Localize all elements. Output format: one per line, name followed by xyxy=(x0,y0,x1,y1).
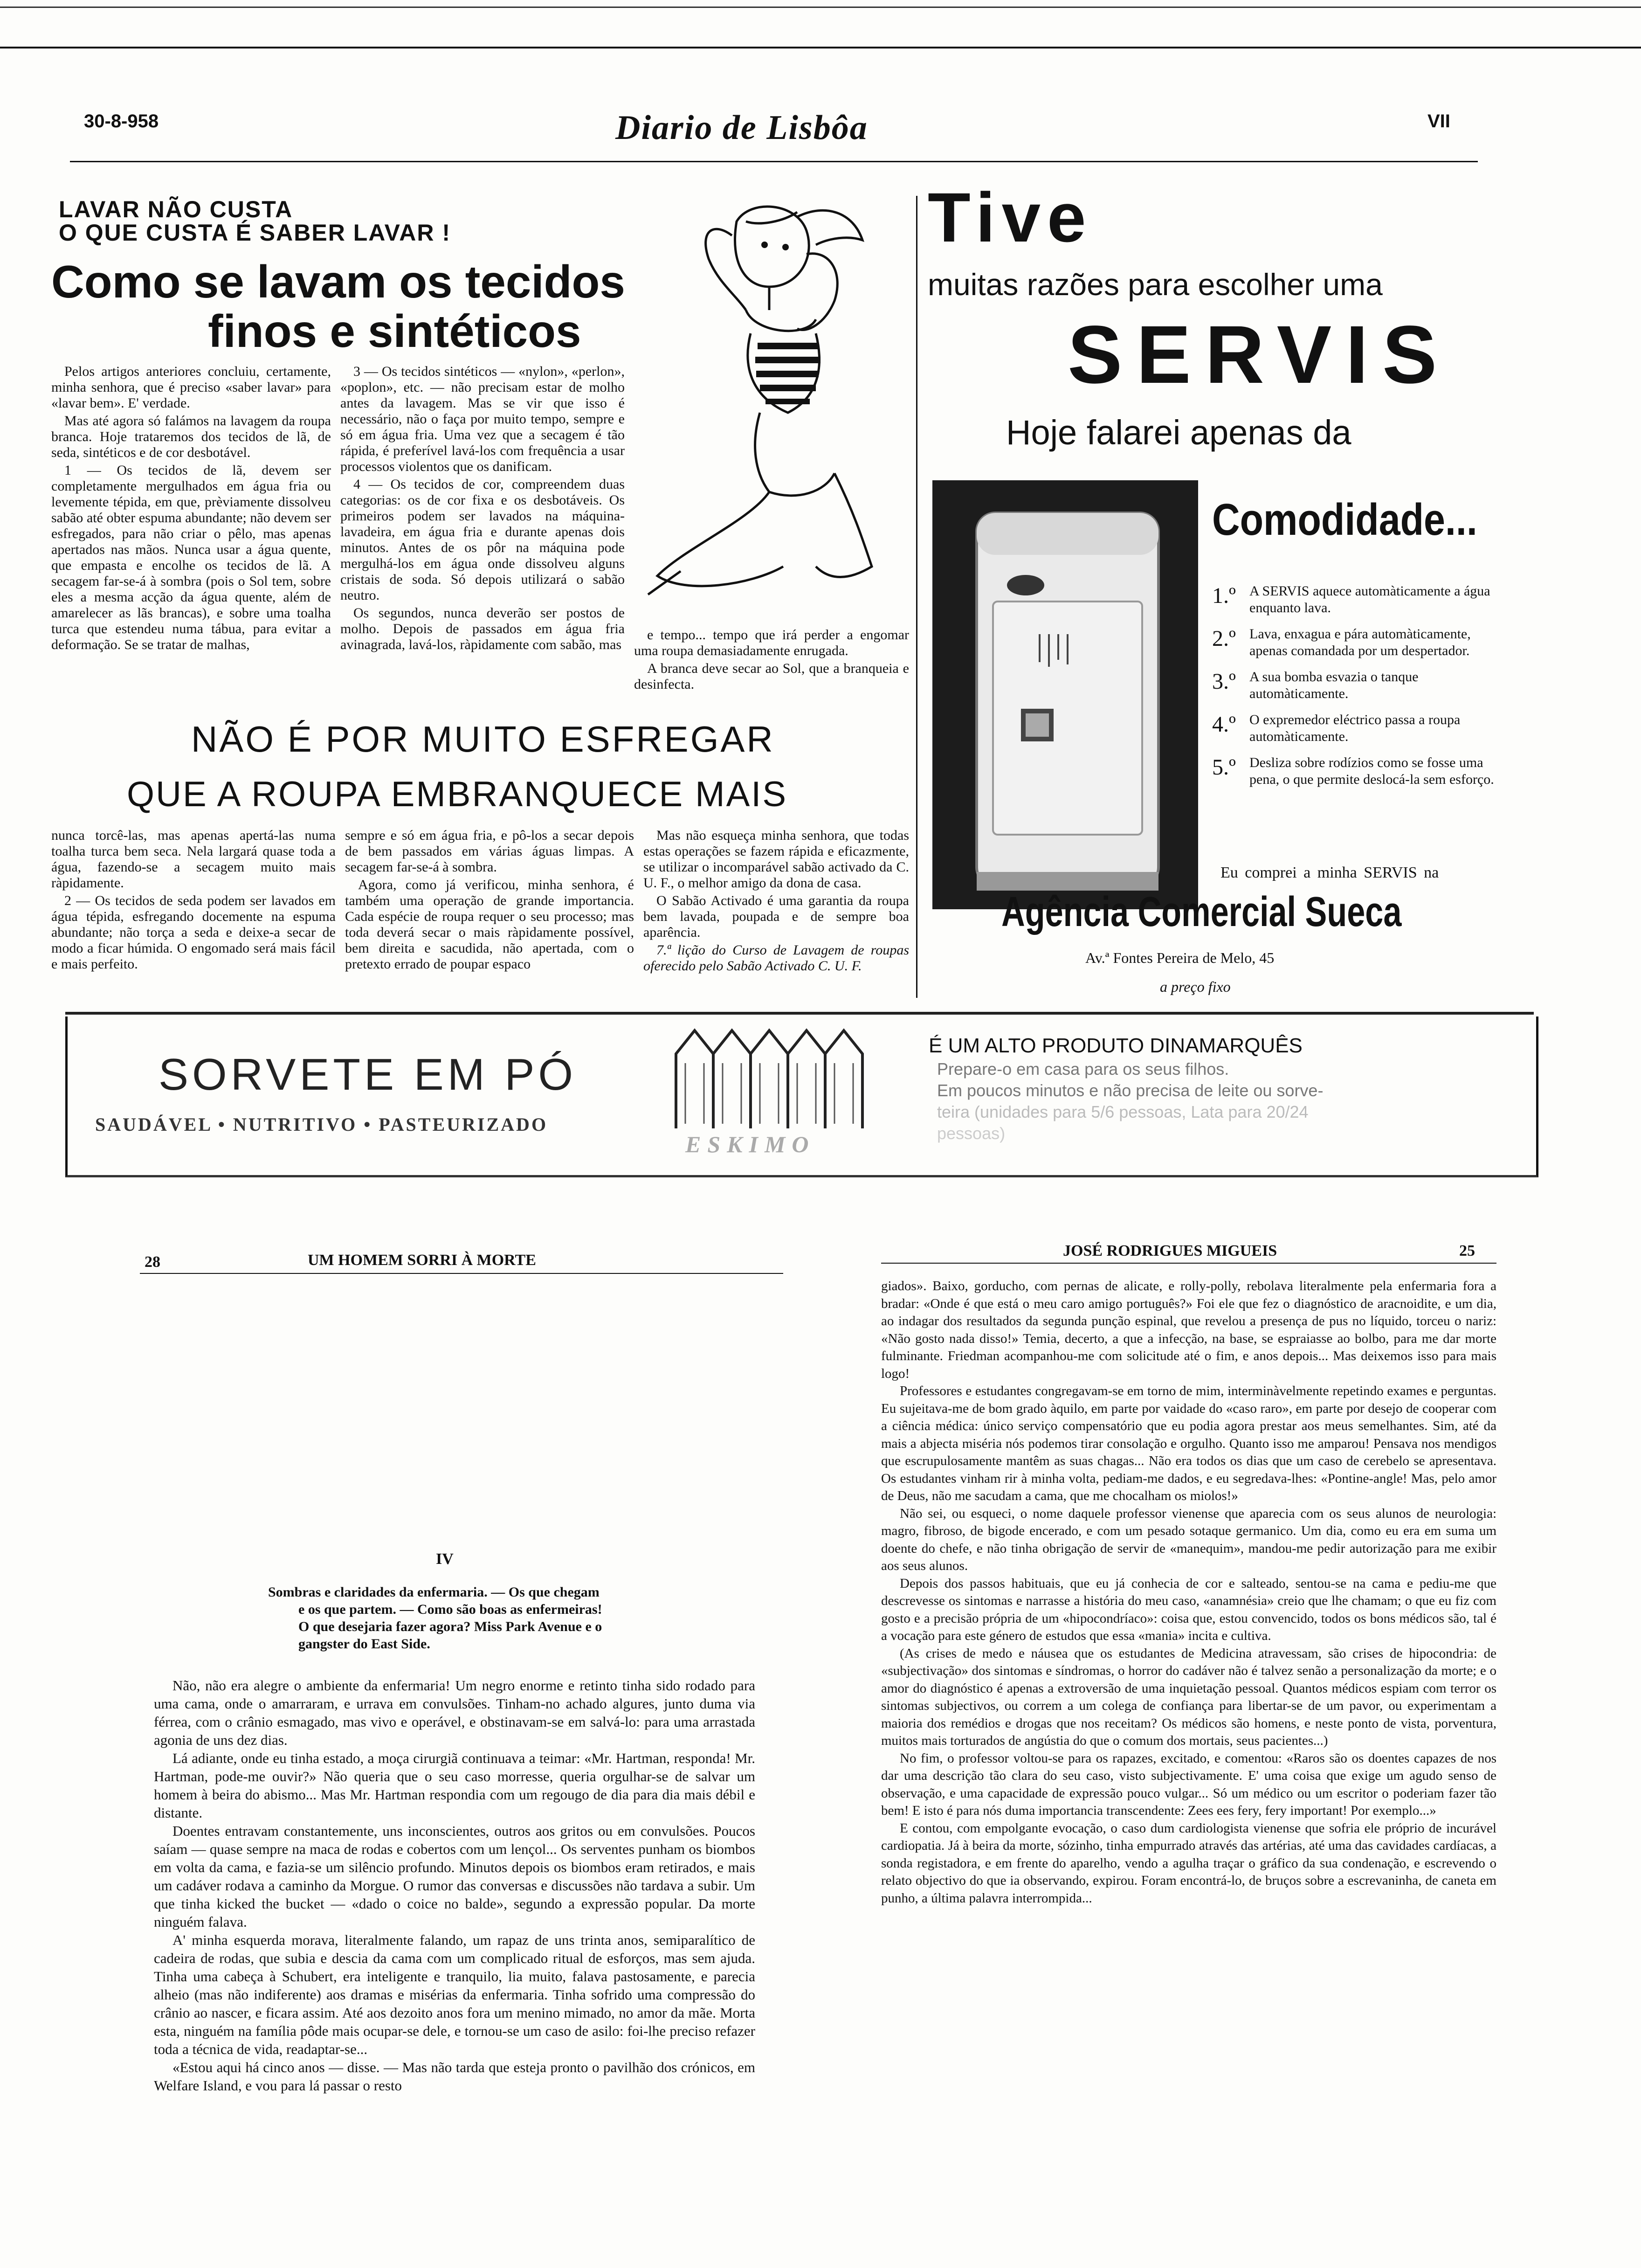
feature-text: Desliza sobre rodízios como se fosse uma pena, o que permite deslocá-la sem esforço. xyxy=(1249,755,1494,787)
feature-text: Lava, enxagua e pára automàticamente, apenas comandada por um despertador. xyxy=(1249,626,1471,658)
servis-feature-list xyxy=(1212,583,1496,797)
book-right-text xyxy=(881,1278,1496,1907)
article-paragraph: e tempo... tempo que irá perder a engomar uma roupa demasiadamente enrugada. xyxy=(634,627,909,658)
article-column-1 xyxy=(51,364,331,655)
article-paragraph: 3 — Os tecidos sintéticos — «nylon», «perlon», «poplon», etc. — não precisam estar de molho antes da lavagem. Mas se vir que isso é necessário, não o faça por muito tempo, sempre e só em água fria. Uma vez que a secagem é tão rápida, é preferível lavá-los com frequência a usar processos violentos que os danificam. xyxy=(340,364,625,474)
book-paragraph: E contou, com empolgante evocação, o caso dum cardiologista vienense que sofria ele próprio de incurável cardiopatia. Já à beira da morte, sózinho, tinha empurrado através das artérias, até uma das cavidades cardíacas, a sonda registadora, e em frente do aparelho, vendo a agulha traçar o gráfico da sua condenação, e escrevendo o relato objectivo do que ia observando, expirou. Foram encontrá-lo, de bruços sobre a escrevaninha, de caneta em punho, a última palavra interrompida... xyxy=(881,1820,1496,1906)
feature-number: 4.º xyxy=(1212,712,1236,737)
servis-closing: Eu comprei a minha SERVIS na xyxy=(1220,864,1439,881)
book-paragraph: A' minha esquerda morava, literalmente falando, um rapaz de uns trinta anos, semiparalítico de cadeira de rodas, que subia e descia da cama com um complicado ritual de esforços, mas sem ajuda. Tinha uma cabeça à Schubert, era inteligente e tranquilo, lia muito, falava pastosamente, e parecia alheio (mas não indiferente) aos dramas e misérias da enfermaria. Tinha sofrido uma compressão do crânio ao nascer, e ficara assim. Até aos dezoito anos fora um menino mimado, no amor da mãe. Morta esta, ninguém na família pôde mais ocupar-se dele, e tornou-se um caso de asilo: foi-lhe preciso refazer toda a técnica de vida, readaptar-se... xyxy=(154,1932,755,2057)
servis-dealer: Agência Comercial Sueca xyxy=(1001,889,1402,935)
article-bottom-column-1 xyxy=(51,828,336,974)
chapter-number: IV xyxy=(436,1550,454,1568)
article-kicker-1: LAVAR NÃO CUSTA xyxy=(59,196,293,222)
article-paragraph: Mas até agora só falámos na lavagem da roupa branca. Hoje trataremos dos tecidos de lã, de seda, sintéticos e de cor desbotável. xyxy=(51,413,331,460)
article-title-2: finos e sintéticos xyxy=(208,305,581,357)
article-paragraph: nunca torcê-las, mas apenas apertá-las numa toalha turca bem seca. Nela largará quase toda a água, fazendo-se a secagem muito mais ràpidamente. xyxy=(51,828,336,891)
article-bottom-column-3 xyxy=(643,828,909,976)
article-column-2 xyxy=(340,364,625,655)
chapter-summary-3: O que desejaria fazer agora? Miss Park Avenue e o xyxy=(298,1619,602,1634)
article-paragraph: Os segundos, nunca deverão ser postos de molho. Depois de passados em água fria avinagrada, lavá-los, ràpidamente com sabão, mas xyxy=(340,605,625,652)
servis-feature-item xyxy=(1212,583,1496,616)
servis-feature: Comodidade... xyxy=(1212,495,1477,545)
feature-number: 5.º xyxy=(1212,755,1236,780)
sorvete-title: SORVETE EM PÓ xyxy=(159,1050,577,1099)
book-left-text xyxy=(154,1676,755,2095)
servis-address: Av.ª Fontes Pereira de Melo, 45 xyxy=(1085,949,1275,966)
top-frame-line xyxy=(0,7,1641,8)
header-rule xyxy=(70,161,1478,162)
book-paragraph: No fim, o professor voltou-se para os rapazes, excitado, e comentou: «Raros são os doentes capazes de nos dar uma descrição tão clara do seu caso, visto subjectivamente. E' uma coisa que exige um agudo senso de observação, e uma capacidade de expressão pouco vulgar... Só um médico ou um escritor o poderiam fazer tão bem! E isto é para nós duma importancia transcendente: Zees ees fery, fery important! Por exemplo...» xyxy=(881,1750,1496,1818)
sorvete-line-4: pessoas) xyxy=(937,1124,1006,1143)
chapter-summary-2: e os que partem. — Como são boas as enfermeiras! xyxy=(298,1602,602,1617)
article-slogan-1: NÃO É POR MUITO ESFREGAR xyxy=(191,719,775,760)
article-paragraph: 2 — Os tecidos de seda podem ser lavados em água tépida, esfregando docemente na espuma abundante; não torça a seda e deixe-a secar de modo a ficar húmida. O engomado será mais fácil e mais perfeito. xyxy=(51,893,336,972)
servis-price-note: a preço fixo xyxy=(1160,978,1231,995)
washing-machine-image xyxy=(932,480,1198,909)
book-paragraph: Depois dos passos habituais, que eu já conhecia de cor e salteado, sentou-se na cama e pediu-me que descrevesse os sintomas e narrasse a história do meu caso, «anamnésia» creio que lhe chamam; o que eu fiz com gosto e a precisão própria de um «hipocondríaco»: coisa que, estou convencido, todos os bons médicos são, tal é a vocação para este género de estudos que essa «mania» incita e cultiva. xyxy=(881,1576,1496,1643)
eskimo-logo-text: ESKIMO xyxy=(685,1131,815,1157)
book-paragraph: Lá adiante, onde eu tinha estado, a moça cirurgiã continuava a teimar: «Mr. Hartman, responda! Mr. Hartman, pode-me ouvir?» Não queria que o seu caso morresse, queria orgulhar-se de salvar um homem à beira do abismo... Mas Mr. Hartman respondia com um regougo de dia para dia mais débil e distante. xyxy=(154,1750,755,1821)
sorvete-tagline: SAUDÁVEL • NUTRITIVO • PASTEURIZADO xyxy=(95,1114,548,1135)
article-paragraph: A branca deve secar ao Sol, que a branqueia e desinfecta. xyxy=(634,661,909,692)
article-slogan-2: QUE A ROUPA EMBRANQUECE MAIS xyxy=(127,774,788,814)
book-right-header-rule xyxy=(881,1263,1496,1264)
article-paragraph: sempre e só em água fria, e pô-los a secar depois de bem passados em várias águas limpas. A secagem far-se-á à sombra. xyxy=(345,828,634,875)
book-right-running-title: JOSÉ RODRIGUES MIGUEIS xyxy=(1063,1242,1277,1259)
sorvete-headline: É UM ALTO PRODUTO DINAMARQUÊS xyxy=(929,1034,1303,1057)
column-divider xyxy=(916,196,917,998)
sorvete-line-3: teira (unidades para 5/6 pessoas, Lata para 20/24 xyxy=(937,1102,1309,1121)
article-paragraph: 1 — Os tecidos de lã, devem ser completamente mergulhados em água fria ou levemente tépida, em que, prèviamente dissolveu sabão até obter espuma abundante; não devem ser esfregados, para não criar o pêlo, mas apenas apertados nas mãos. Nunca usar a água quente, que empasta e encolhe os tecidos de lã. A secagem far-se-á à sombra (pois o Sol tem, sobre eles a mesma acção da água quente, além de amarelecer as lãs brancas), e sobre uma toalha turca que estendeu numa tábua, para evitar a deformação. Se se tratar de malhas, xyxy=(51,463,331,652)
sorvete-line-1: Prepare-o em casa para os seus filhos. xyxy=(937,1059,1229,1079)
article-bottom-column-2 xyxy=(345,828,634,974)
woman-illustration xyxy=(629,194,909,613)
chapter-summary-4: gangster do East Side. xyxy=(298,1636,430,1652)
servis-brand: SERVIS xyxy=(1068,309,1451,401)
feature-number: 3.º xyxy=(1212,669,1236,694)
servis-headline: Tive xyxy=(928,178,1093,256)
masthead: Diario de Lisbôa xyxy=(615,109,868,147)
article-paragraph: Agora, como já verificou, minha senhora, é também uma operação de grande importancia. Cada espécie de roupa requer o seu processo; mas toda deverá secar o mais ràpidamente possível, bem direita e sacudida, não apertada, com o pretexto errado de poupar espaco xyxy=(345,877,634,972)
servis-tagline: Hoje falarei apenas da xyxy=(1006,413,1351,452)
feature-text: O expremedor eléctrico passa a roupa automàticamente. xyxy=(1249,712,1461,744)
article-kicker-2: O QUE CUSTA É SABER LAVAR ! xyxy=(59,220,451,246)
servis-feature-item xyxy=(1212,669,1496,702)
header-date: 30-8-958 xyxy=(84,111,159,131)
book-paragraph: giados». Baixo, gorducho, com pernas de alicate, e rolly-polly, rebolava literalmente pela enfermaria fora a bradar: «Onde é que está o meu caro amigo português?» Foi ele que fez o diagnóstico de aracnoidite, e um dia, ao indagar dos resultados da segunda punção espinal, que revelou a presença de pus no líquido, torceu o nariz: «Não gosto nada disso!» Temia, decerto, a que a infecção, na base, se espraiasse ao bolbo, para me dar morte fulminante. Friedman acompanhou-me com solicitude até o fim, e anos depois... Mas deixemos isso para mais logo! xyxy=(881,1279,1496,1381)
servis-feature-item xyxy=(1212,712,1496,745)
article-paragraph: 4 — Os tecidos de cor, compreendem duas categorias: os de cor fixa e os desbotáveis. Os primeiros podem ser lavados na máquina-lavadeira, em água fria e durante apenas dois minutos. Antes de os pôr na máquina pode mergulhá-los em água onde dissolveu alguns cristais de soda. Só depois utilizará o sabão neutro. xyxy=(340,477,625,603)
book-left-header-rule xyxy=(140,1273,783,1274)
feature-text: A sua bomba esvazia o tanque automàticamente. xyxy=(1249,669,1419,701)
servis-feature-item xyxy=(1212,754,1496,788)
article-column-3 xyxy=(634,627,909,694)
book-paragraph: «Estou aqui há cinco anos — disse. — Mas não tarda que esteja pronto o pavilhão dos crónicos, em Welfare Island, e vou para lá passar o resto xyxy=(154,2059,755,2094)
book-left-running-title: UM HOMEM SORRI À MORTE xyxy=(308,1252,536,1269)
book-left-page-number: 28 xyxy=(145,1253,160,1271)
article-paragraph: O Sabão Activado é uma garantia da roupa bem lavada, poupada e de sempre boa aparência. xyxy=(643,893,909,940)
book-paragraph: Doentes entravam constantemente, uns inconscientes, outros aos gritos ou em convulsões. Poucos saíam — quase sempre na maca de rodas e cobertos com um lençol... Os serventes punham os biombos em volta da cama, e fazia-se um silêncio profundo. Minutos depois os biombos eram retirados, e mais um cadáver rodava a caminho da Morgue. O rumor das conversas e discussões não tardava a subir. Um que tinha kicked the bucket — «dado o coice no balde», segundo a expressão popular. Da morte ninguém falava. xyxy=(154,1823,755,1930)
article-paragraph: 7.ª lição do Curso de Lavagem de roupas oferecido pelo Sabão Activado C. U. F. xyxy=(643,942,909,974)
feature-number: 2.º xyxy=(1212,626,1236,651)
book-paragraph: (As crises de medo e náusea que os estudantes de Medicina atravessam, são crises de hipocondria: de «subjectivação» dos sintomas e síndromas, o horror do cadáver não é talvez senão a personalização da morte; e o amor do diagnóstico é apenas a extroversão de uma inquietação pessoal. Quantos médicos espiam com terror os sintomas subjectivos, ou correm a um colega de confiança para libertar-se de um pavor, ou experimentam a maioria dos remédios e drogas que nos receitam? Os médicos são homens, e neste ponto de vista, porventura, muitos mais torturados de angústia do que o comum dos mortais, seus pacientes...) xyxy=(881,1646,1496,1748)
article-title-1: Como se lavam os tecidos xyxy=(51,256,625,307)
book-paragraph: Não, não era alegre o ambiente da enfermaria! Um negro enorme e retinto tinha sido rodado para uma cama, onde o amarraram, e urrava em convulsões. Tinham-no achado algures, junto duma via férrea, com o crânio esmagado, mas vivo e operável, e obstinavam-se em salvá-lo: para uma arrastada agonia de uns dez dias. xyxy=(154,1677,755,1748)
book-paragraph: Não sei, ou esqueci, o nome daquele professor vienense que aparecia com os seus alunos de neurologia: magro, fibroso, de bigode encerado, e com um pesado sotaque germanico. Um dia, como eu era em suma um doente do chefe, e não tinha obrigação de servir de «manequim», mandou-me pedir autorização para me exibir aos seus alunos. xyxy=(881,1506,1496,1573)
top-frame-line-2 xyxy=(0,47,1641,48)
sorvete-line-2: Em poucos minutos e não precisa de leite ou sorve- xyxy=(937,1081,1324,1100)
feature-text: A SERVIS aquece automàticamente a água enquanto lava. xyxy=(1249,583,1490,615)
servis-feature-item xyxy=(1212,626,1496,659)
servis-subline: muitas razões para escolher uma xyxy=(928,267,1383,302)
book-right-page-number: 25 xyxy=(1459,1242,1475,1259)
header-page-number: VII xyxy=(1427,111,1450,131)
article-paragraph: Pelos artigos anteriores concluiu, certamente, minha senhora, que é preciso «saber lavar» para «lavar bem». E' verdade. xyxy=(51,364,331,411)
feature-number: 1.º xyxy=(1212,583,1236,608)
book-paragraph: Professores e estudantes congregavam-se em torno de mim, interminàvelmente repetindo exames e perguntas. Eu sujeitava-me de bom grado àquilo, em parte por vaidade do «caso raro», em parte por desejo de cooperar com a ciência médica: único serviço compensatório que eu podia agora prestar aos meus semelhantes. Sim, até da mais a abjecta miséria nós podemos tirar consolação e orgulho. Quanto isso me amparou! Pensava nos mendigos que escrupulosamente mantêm as suas chagas... Não era todos os dias que um caso de cerebelo se apresentava. Os estudantes vinham rir à minha volta, pediam-me dados, e eu segredava-lhes: «Pontine-angle! Mas, pelo amor de Deus, não me sacudam a cama, que me chocalham os miolos!» xyxy=(881,1383,1496,1503)
chapter-summary-1: Sombras e claridades da enfermaria. — Os que chegam xyxy=(268,1584,600,1600)
ad-band-top-rule xyxy=(65,1012,1534,1015)
article-paragraph: Mas não esqueça minha senhora, que todas estas operações se fazem rápida e eficazmente, se utilizar o incomparável sabão activado da C. U. F., o melhor amigo da dona de casa. xyxy=(643,828,909,891)
